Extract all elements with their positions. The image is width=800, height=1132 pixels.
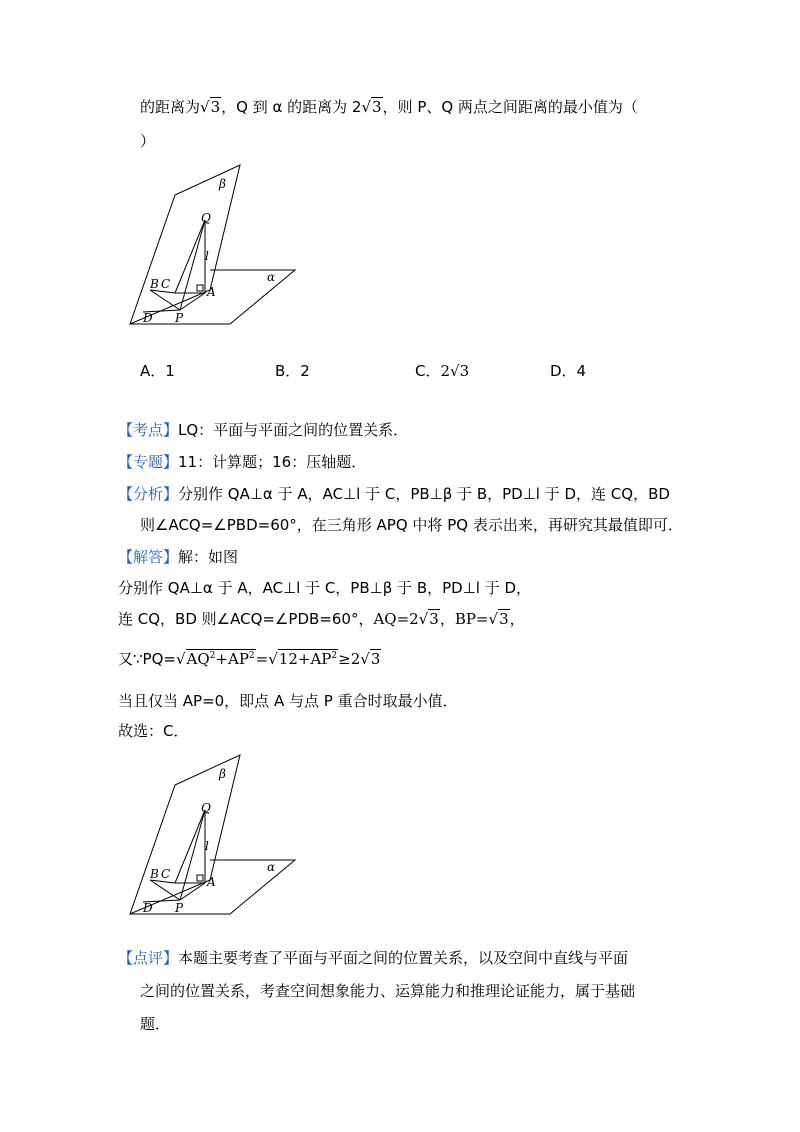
option-b[interactable]: B．2 <box>275 362 310 380</box>
label-p-2: P <box>175 901 184 915</box>
jieda-tag: 【解答】 <box>118 548 179 566</box>
fenxi-tag: 【分析】 <box>118 485 179 503</box>
label-d: D <box>143 311 153 325</box>
question-text-2: ，Q 到 α 的距离为 2 <box>221 98 362 116</box>
fenxi-text-1: 分别作 QA⊥α 于 A，AC⊥l 于 C，PB⊥β 于 B，PD⊥l 于 D，连 CQ，BD <box>178 485 670 503</box>
jieda-line-2: 连 CQ，BD 则∠ACQ=∠PDB=60°，AQ=2√3，BP=√3， <box>118 610 525 628</box>
label-c: C <box>161 277 171 291</box>
label-p: P <box>175 311 184 325</box>
kaodian-row <box>118 419 408 440</box>
label-q: Q <box>201 211 211 225</box>
label-a: A <box>207 285 216 299</box>
label-l-2: l <box>205 839 209 853</box>
dianping-text-3: 题． <box>140 1015 171 1033</box>
kaodian-tag: 【考点】 <box>118 421 179 439</box>
label-q-2: Q <box>201 801 211 815</box>
zhuanti-row <box>118 451 366 472</box>
fenxi-row <box>118 483 670 504</box>
dianping-row <box>118 947 628 968</box>
label-a-2: A <box>207 875 216 889</box>
jieda-line-1: 分别作 QA⊥α 于 A，AC⊥l 于 C，PB⊥β 于 B，PD⊥l 于 D， <box>118 579 532 597</box>
label-alpha-2: α <box>267 860 276 874</box>
jieda-line-4: 当且仅当 AP=0，即点 A 与点 P 重合时取最小值． <box>118 692 458 710</box>
label-c-2: C <box>161 867 171 881</box>
dianping-text-1: 本题主要考查了平面与平面之间的位置关系，以及空间中直线与平面 <box>178 949 629 967</box>
geometry-figure-bottom <box>125 750 305 920</box>
jieda-text: 解：如图 <box>178 548 239 566</box>
zhuanti-tag: 【专题】 <box>118 453 179 471</box>
option-a[interactable]: A．1 <box>140 362 175 380</box>
question-line-1 <box>140 96 638 117</box>
label-b: B <box>150 277 159 291</box>
fenxi-text-2: 则∠ACQ=∠PBD=60°，在三角形 APQ 中将 PQ 表示出来，再研究其最值即可． <box>140 516 683 534</box>
jieda-line-3: 又$\because PQ=√AQ^2+AP^2=√12+AP^2\ge 2√3$ <box>118 650 381 668</box>
sqrt-three-2: √3 <box>361 98 382 116</box>
label-b-2: B <box>150 867 159 881</box>
label-beta: β <box>219 177 226 191</box>
zhuanti-text: 11：计算题；16：压轴题． <box>178 453 367 471</box>
label-d-2: D <box>143 901 153 915</box>
dianping-text-2: 之间的位置关系，考查空间想象能力、运算能力和推理论证能力，属于基础 <box>140 982 636 1000</box>
question-text: 的距离为 <box>140 98 201 116</box>
option-d[interactable]: D．4 <box>550 362 587 380</box>
question-text-3: ，则 P、Q 两点之间距离的最小值为（ <box>382 98 638 116</box>
kaodian-text: LQ：平面与平面之间的位置关系． <box>178 421 409 439</box>
label-l: l <box>205 249 209 263</box>
dianping-tag: 【点评】 <box>118 949 179 967</box>
jieda-row <box>118 546 238 567</box>
option-c[interactable]: C．2√3 <box>415 362 470 380</box>
geometry-figure-top <box>125 160 305 330</box>
label-beta-2: β <box>219 767 226 781</box>
sqrt-three: √3 <box>200 98 221 116</box>
label-alpha: α <box>267 270 276 284</box>
jieda-line-5: 故选：C． <box>118 722 189 740</box>
question-line-2: ） <box>140 132 156 150</box>
